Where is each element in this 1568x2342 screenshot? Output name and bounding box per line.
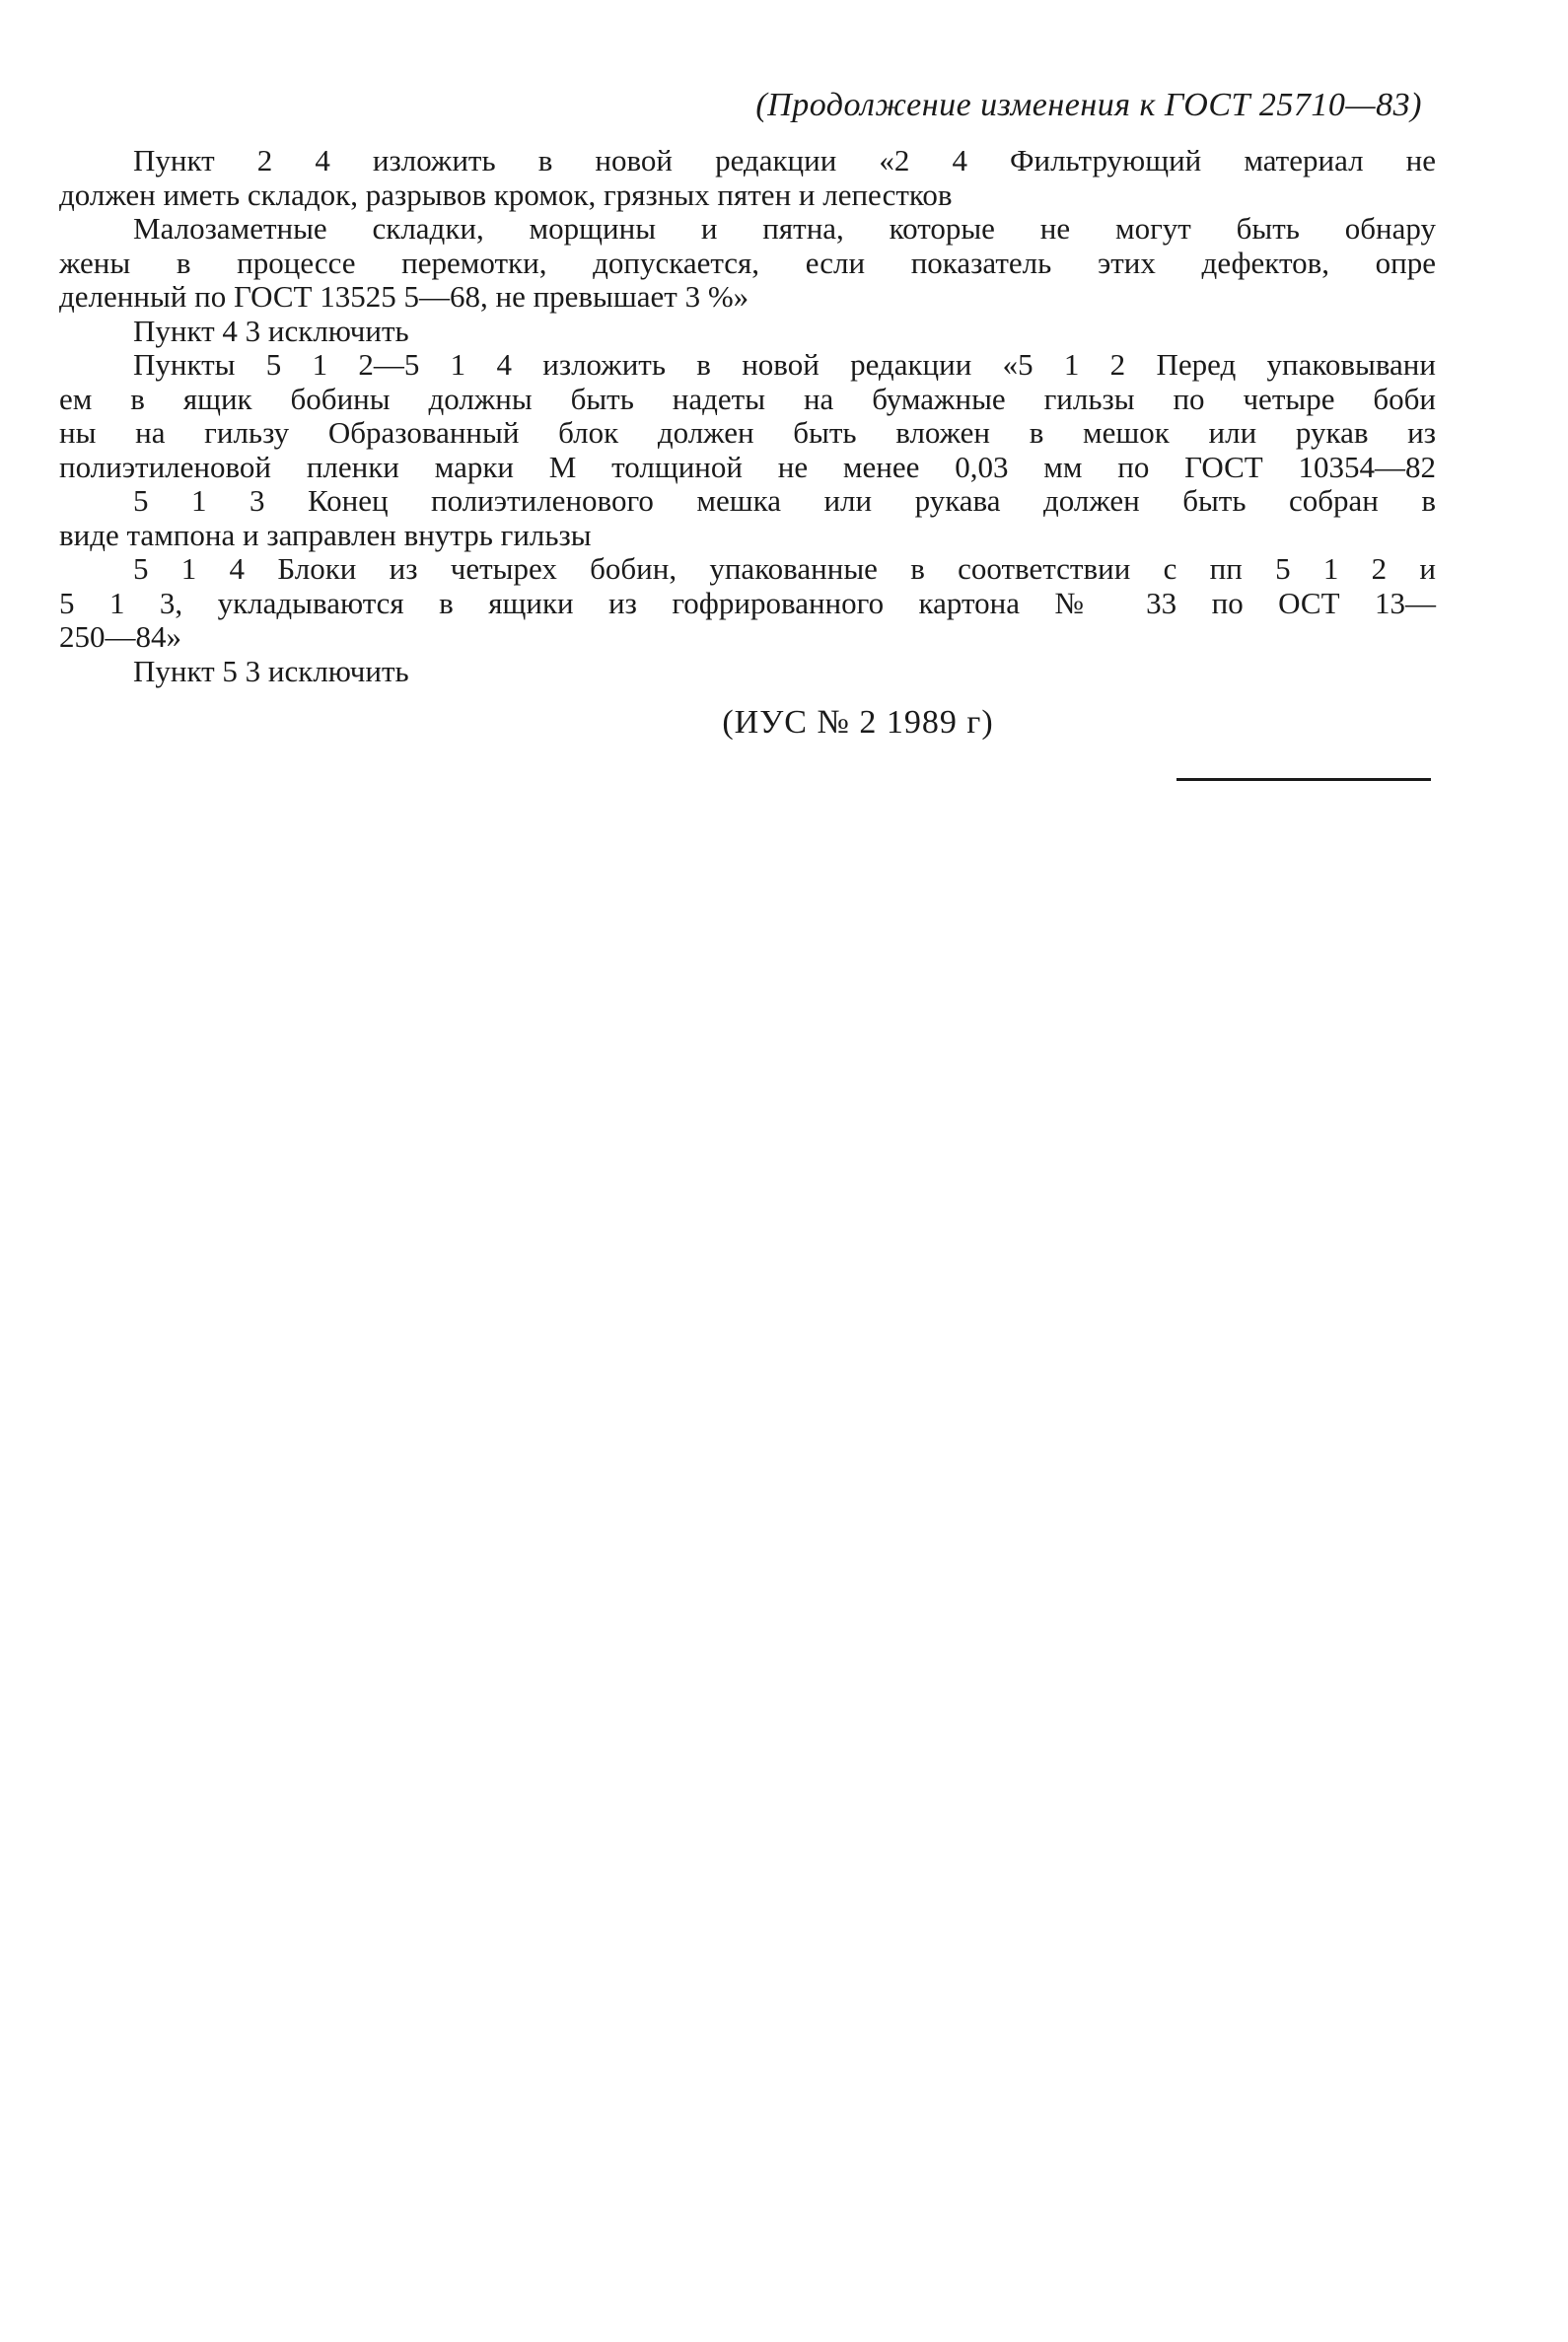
text-line: 5 1 3 Конец полиэтиленового мешка или рукава должен быть собран в	[133, 483, 1436, 518]
text-line: виде тампона и заправлен внутрь гильзы	[59, 517, 592, 552]
text-line: должен иметь складок, разрывов кромок, грязных пятен и лепестков	[59, 177, 953, 212]
text-line: 5 1 4 Блоки из четырех бобин, упакованные в соответствии с пп 5 1 2 и	[133, 551, 1436, 586]
text-line: Пункт 5 3 исключить	[133, 653, 409, 688]
text-line: Пункт 4 3 исключить	[133, 313, 409, 348]
text-line: 5 1 3, укладываются в ящики из гофрированного картона № 33 по ОСТ 13—	[59, 585, 1436, 620]
end-divider	[1176, 778, 1431, 781]
text-line: 250—84»	[59, 619, 181, 654]
text-line: ны на гильзу Образованный блок должен быть вложен в мешок или рукав из	[59, 415, 1436, 450]
text-line: ем в ящик бобины должны быть надеты на бумажные гильзы по четыре боби	[59, 381, 1436, 416]
text-line: деленный по ГОСТ 13525 5—68, не превышает 3 %»	[59, 279, 749, 314]
text-line: полиэтиленовой пленки марки М толщиной не менее 0,03 мм по ГОСТ 10354—82	[59, 449, 1436, 484]
text-line: Малозаметные складки, морщины и пятна, которые не могут быть обнару	[133, 211, 1436, 246]
page-header: (Продолжение изменения к ГОСТ 25710—83)	[755, 87, 1422, 123]
source-reference	[0, 704, 1568, 742]
document-body	[59, 144, 1436, 688]
source-text: (ИУС № 2 1989 г)	[722, 704, 994, 741]
text-line: жены в процессе перемотки, допускается, если показатель этих дефектов, опре	[59, 245, 1436, 280]
text-line: Пункты 5 1 2—5 1 4 изложить в новой редакции «5 1 2 Перед упаковывани	[133, 347, 1436, 382]
text-line: Пункт 2 4 изложить в новой редакции «2 4 Фильтрующий материал не	[133, 143, 1436, 177]
